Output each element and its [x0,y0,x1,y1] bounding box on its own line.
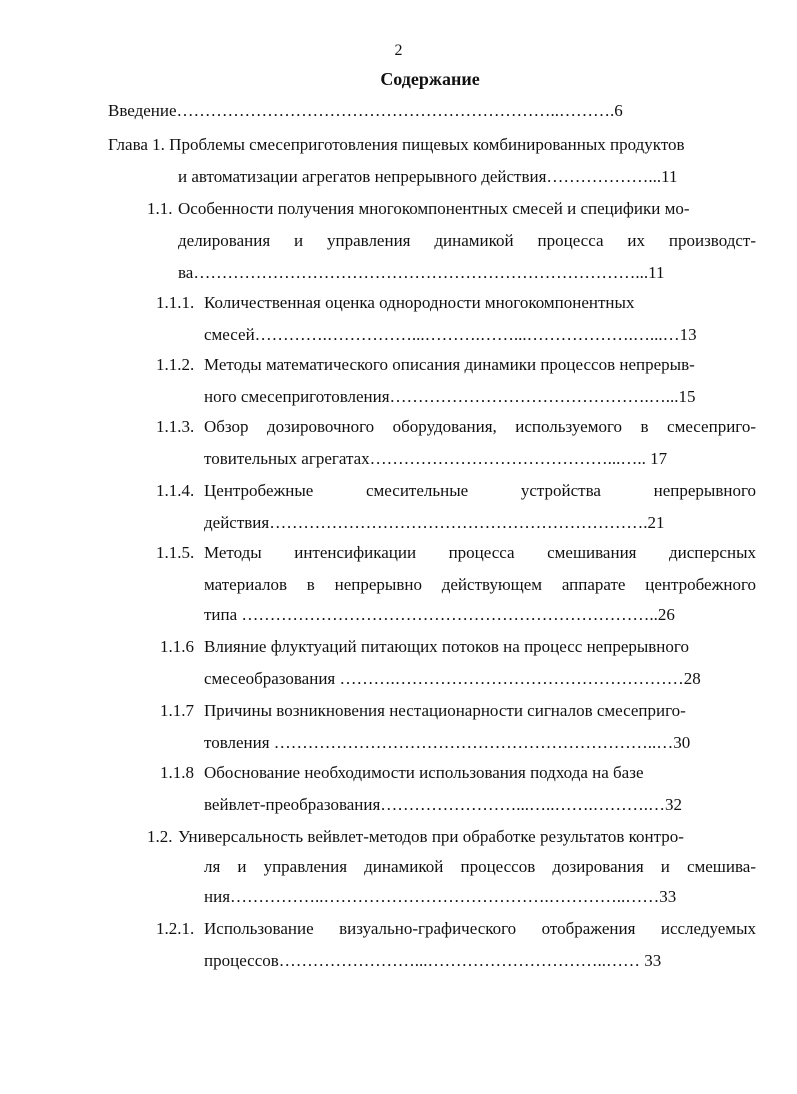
toc-1-1-1-line-2: смесей………….……………...……….……...……………….…...…13 [204,325,697,344]
toc-1-1-5-number: 1.1.5. [156,543,195,562]
toc-1-1-5-line-2: материалов в непрерывно действующем аппарате центробежного [204,575,756,594]
page-title: Содержание [380,69,480,89]
toc-1-1-line-2: делирования и управления динамикой процесса их производст- [178,231,756,250]
toc-1-1-8-line-1: Обоснование необходимости использования подхода на базе [204,763,644,782]
toc-1-1-3-line-1: Обзор дозировочного оборудования, используемого в смесеприго- [204,417,756,436]
toc-1-1-8-line-2: вейвлет-преобразования……………………...…..…….……….…32 [204,795,683,814]
toc-1-1-number: 1.1. [147,199,173,218]
toc-1-1-7-line-1: Причины возникновения нестационарности сигналов смесеприго- [204,701,686,720]
toc-1-2-1-line-2: процессов……………………...…………………………..…… 33 [204,951,662,970]
toc-1-1-6-number: 1.1.6 [160,637,194,656]
toc-1-1-2-number: 1.1.2. [156,355,195,374]
toc-1-2-1-number: 1.2.1. [156,919,195,938]
toc-1-1-6-line-1: Влияние флуктуаций питающих потоков на процесс непрерывного [204,637,689,656]
toc-1-1-8-number: 1.1.8 [160,763,194,782]
toc-1-1-4-line-2: действия………………………………………………………….21 [204,513,665,532]
toc-1-2-1-line-1: Использование визуально-графического отображения исследуемых [204,919,756,938]
page-number: 2 [394,42,403,59]
toc-1-2-line-2: ля и управления динамикой процессов дозирования и смешива- [204,857,756,876]
toc-1-1-1-line-1: Количественная оценка однородности многокомпонентных [204,293,635,312]
toc-1-1-4-line-1: Центробежные смесительные устройства непрерывного [204,481,756,500]
toc-1-2-line-3: ния……………..………………………………….…………..……33 [204,887,677,906]
toc-1-1-line-3: ва……………………………………………………………………...11 [178,263,665,282]
toc-intro: Введение…………………………………………………………..……….6 [108,101,623,120]
toc-1-1-3-line-2: товительных агрегатах……………………………………...….. 17 [204,449,668,468]
toc-chapter-1-line-2: и автоматизации агрегатов непрерывного действия………………...11 [178,167,678,186]
toc-1-1-3-number: 1.1.3. [156,417,195,436]
toc-1-1-2-line-1: Методы математического описания динамики процессов непрерыв- [204,355,695,374]
toc-1-1-5-line-3: типа ………………………………………………………………..26 [204,605,675,624]
toc-1-1-2-line-2: ного смесеприготовления……………………………………….…...15 [204,387,696,406]
toc-1-1-5-line-1: Методы интенсификации процесса смешивания дисперсных [204,543,756,562]
toc-1-1-7-number: 1.1.7 [160,701,194,720]
toc-1-2-line-1: Универсальность вейвлет-методов при обработке результатов контро- [178,827,684,846]
toc-1-1-4-number: 1.1.4. [156,481,195,500]
toc-1-2-number: 1.2. [147,827,173,846]
toc-1-1-6-line-2: смесеобразования ……….……………………………………………28 [204,669,701,688]
toc-chapter-1-line-1: Глава 1. Проблемы смесеприготовления пищевых комбинированных продуктов [108,135,685,154]
toc-1-1-1-number: 1.1.1. [156,293,195,312]
toc-1-1-7-line-2: товления …………………………………………………………..…30 [204,733,691,752]
toc-1-1-line-1: Особенности получения многокомпонентных смесей и специфики мо- [178,199,690,218]
